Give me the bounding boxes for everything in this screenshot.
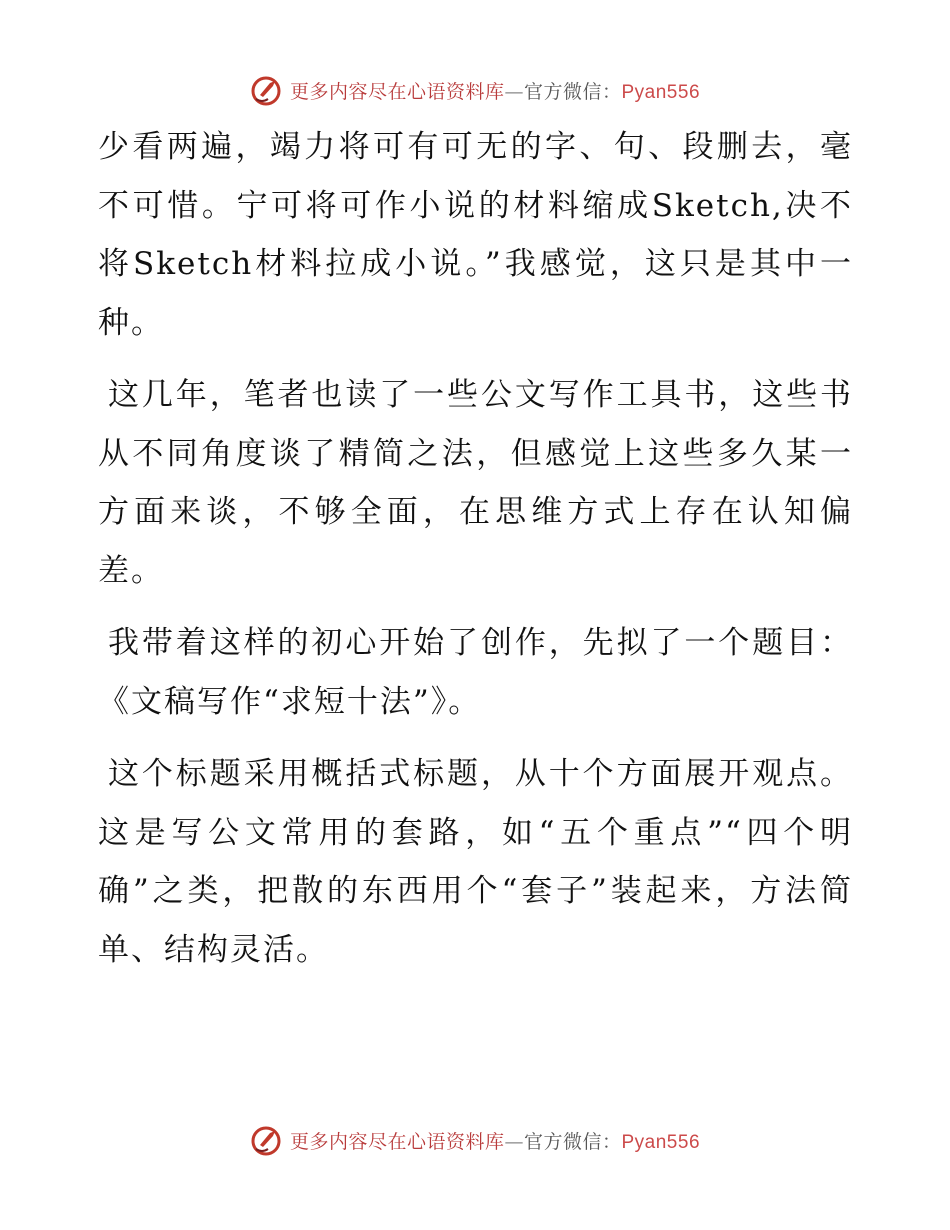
banner-text — [290, 1127, 700, 1154]
banner-wechat-label: 官方微信： — [523, 80, 622, 103]
page-footer — [0, 1120, 950, 1160]
paragraph-1: 少看两遍，竭力将可有可无的字、句、段删去，毫不可惜。宁可将可作小说的材料缩成Sketch,决不将Sketch材料拉成小说。”我感觉，这只是其中一种。 — [98, 129, 853, 341]
banner-wechat-label: 官方微信： — [523, 1130, 622, 1153]
banner-site-text: 更多内容尽在心语资料库 — [289, 1130, 505, 1153]
footer-banner — [250, 1123, 700, 1157]
banner-site-text: 更多内容尽在心语资料库 — [289, 80, 505, 103]
logo-icon — [250, 73, 284, 107]
paragraph-3: 我带着这样的初心开始了创作，先拟了一个题目：《文稿写作“求短十法”》。 — [98, 625, 853, 720]
header-banner — [250, 73, 700, 107]
banner-dash: — — [504, 1130, 524, 1153]
banner-wechat-id: Pyan556 — [621, 81, 701, 103]
banner-wechat-id: Pyan556 — [621, 1131, 701, 1153]
banner-text — [290, 77, 700, 104]
paragraph-4: 这个标题采用概括式标题，从十个方面展开观点。这是写公文常用的套路，如“五个重点”“四个明确”之类，把散的东西用个“套子”装起来，方法简单、结构灵活。 — [98, 756, 853, 968]
logo-icon — [250, 1123, 284, 1157]
document-body — [98, 118, 853, 993]
page-header — [0, 70, 950, 110]
banner-dash: — — [504, 80, 524, 103]
paragraph-2: 这几年，笔者也读了一些公文写作工具书，这些书从不同角度谈了精简之法，但感觉上这些多久某一方面来谈，不够全面，在思维方式上存在认知偏差。 — [98, 377, 853, 589]
